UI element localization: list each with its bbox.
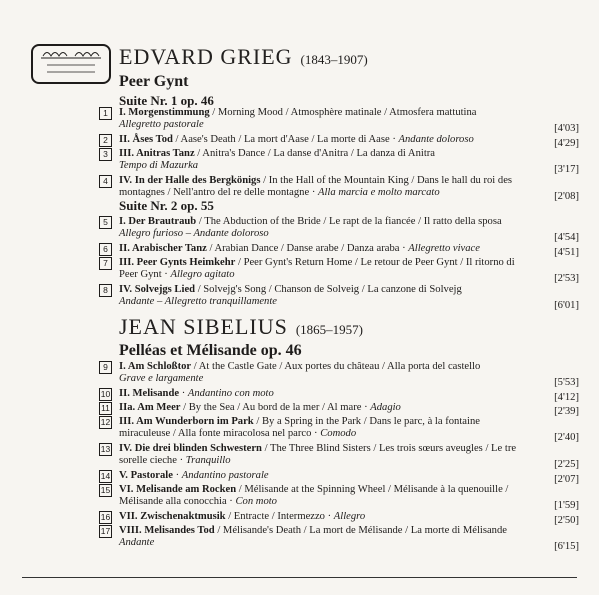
track-number-box: 15 [100, 485, 111, 495]
sibelius-heading [119, 314, 363, 340]
track-line [119, 416, 480, 428]
tempo-marking: Alla marcia e molto marcato [318, 187, 440, 198]
translated-titles: / At the Castle Gate / Aux portes du château / Alla porta del castello [191, 361, 481, 372]
tempo-marking: Adagio [370, 402, 401, 413]
bottom-rule [22, 577, 577, 578]
track-number-box: 5 [99, 216, 112, 229]
track-line [119, 470, 269, 482]
track-line [119, 269, 235, 281]
translated-titles: / Morning Mood / Atmosphère matinale / Atmosfera mattutina [209, 107, 477, 118]
track-line [119, 160, 198, 172]
track-line [119, 455, 231, 467]
tempo-marking: Andante doloroso [398, 134, 474, 145]
track-number-box: 10 [100, 389, 111, 399]
movement-title: V. Pastorale [119, 470, 173, 481]
tempo-marking: Tranquillo [185, 455, 231, 466]
tempo-marking: Andante – Allegretto tranquillamente [119, 296, 278, 307]
movement-title: VI. Melisande am Rocken [119, 484, 237, 495]
track-line [119, 228, 269, 240]
track-line [119, 216, 502, 228]
tulip-crown-logo-icon [33, 46, 109, 82]
translated-titles: Mélisande alla conocchia · [119, 496, 236, 507]
track-number-box: 3 [99, 148, 112, 161]
movement-title: II. Åses Tod [119, 134, 173, 145]
movement-title: IV. In der Halle des Bergkönigs [119, 175, 261, 186]
translated-titles: / Mélisande at the Spinning Wheel / Mélisande à la quenouille / [236, 484, 509, 495]
translated-titles: / Mélisande's Death / La mort de Mélisande / La morte di Mélisande [214, 525, 507, 536]
track-duration: [2'50] [554, 515, 579, 526]
track-duration: [2'39] [554, 406, 579, 417]
movement-title: VII. Zwischenaktmusik [119, 511, 226, 522]
translated-titles: · [179, 388, 188, 399]
composer-name: JEAN SIBELIUS [119, 314, 288, 339]
track-duration: [5'53] [554, 377, 579, 388]
composer-name: EDVARD GRIEG [119, 44, 293, 69]
grieg-heading [119, 44, 368, 70]
track-duration: [4'12] [554, 392, 579, 403]
movement-title: I. Der Brautraub [119, 216, 197, 227]
track-line [119, 243, 480, 255]
tempo-marking: Comodo [320, 428, 357, 439]
translated-titles: / Solvejg's Song / Chanson de Solveig / La canzone di Solvejg [195, 284, 462, 295]
translated-titles: / Aase's Death / La mort d'Aase / La morte di Aase · [172, 134, 399, 145]
movement-title: III. Anitras Tanz [119, 148, 195, 159]
track-duration: [2'40] [554, 432, 579, 443]
translated-titles: · [172, 470, 182, 481]
translated-titles: / By a Spring in the Park / Dans le parc, à la fontaine [253, 416, 480, 427]
track-line [119, 296, 277, 308]
track-line [119, 257, 515, 269]
work-title-peer-gynt: Peer Gynt [119, 73, 189, 90]
translated-titles: montagnes / Nell'antro del re delle montagne · [119, 187, 319, 198]
suite-title-2: Suite Nr. 2 op. 55 [119, 198, 214, 213]
translated-titles: Peer Gynt · [119, 269, 171, 280]
track-duration: [2'07] [554, 474, 579, 485]
translated-titles: / The Three Blind Sisters / Les trois sœurs aveugles / Le tre [261, 443, 517, 454]
track-duration: [4'54] [554, 232, 579, 243]
track-number-box: 13 [100, 444, 111, 454]
track-duration: [6'01] [554, 300, 579, 311]
track-line [119, 107, 477, 119]
tempo-marking: Allegro agitato [170, 269, 235, 280]
track-line [119, 511, 365, 523]
tempo-marking: Allegretto pastorale [119, 119, 204, 130]
tempo-marking: Allegretto vivace [408, 243, 480, 254]
track-duration: [4'51] [554, 247, 579, 258]
movement-title: II. Melisande [119, 388, 180, 399]
work-title-pelleas: Pelléas et Mélisande op. 46 [119, 342, 302, 359]
tempo-marking: Allegro [333, 511, 366, 522]
translated-titles: / Anitra's Dance / La danse d'Anitra / La danza di Anitra [194, 148, 435, 159]
translated-titles: / By the Sea / Au bord de la mer / Al mare · [180, 402, 371, 413]
track-line [119, 148, 435, 160]
translated-titles: sorelle cieche · [119, 455, 186, 466]
translated-titles: / The Abduction of the Bride / Le rapt de la fiancée / Il ratto della sposa [196, 216, 502, 227]
translated-titles: / Entracte / Intermezzo · [225, 511, 334, 522]
tempo-marking: Grave e largamente [119, 373, 204, 384]
track-line [119, 443, 516, 455]
translated-titles: miraculeuse / Alla fonte miracolosa nel parco · [119, 428, 321, 439]
track-duration: [2'53] [554, 273, 579, 284]
tempo-marking: Andantino con moto [187, 388, 274, 399]
track-line [119, 537, 154, 549]
movement-title: I. Morgenstimmung [119, 107, 210, 118]
tempo-marking: Tempo di Mazurka [119, 160, 199, 171]
suite-title-1: Suite Nr. 1 op. 46 [119, 93, 214, 108]
translated-titles: / Arabian Dance / Danse arabe / Danza araba · [206, 243, 409, 254]
movement-title: I. Am Schloßtor [119, 361, 192, 372]
track-duration: [6'15] [554, 541, 579, 552]
track-number-box: 7 [99, 257, 112, 270]
track-line [119, 428, 356, 440]
track-line [119, 175, 512, 187]
track-line [119, 484, 508, 496]
track-line [119, 119, 204, 131]
movement-title: IIa. Am Meer [119, 402, 181, 413]
track-duration: [3'17] [554, 164, 579, 175]
track-number-box: 1 [99, 107, 112, 120]
track-line [119, 525, 507, 537]
track-number-box: 6 [99, 243, 112, 256]
tempo-marking: Andante [119, 537, 155, 548]
movement-title: IV. Solvejgs Lied [119, 284, 196, 295]
track-line [119, 373, 203, 385]
track-duration: [1'59] [554, 500, 579, 511]
movement-title: VIII. Melisandes Tod [119, 525, 215, 536]
translated-titles: / Peer Gynt's Return Home / Le retour de Peer Gynt / Il ritorno di [235, 257, 515, 268]
track-line [119, 284, 462, 296]
movement-title: III. Am Wunderborn im Park [119, 416, 254, 427]
track-duration: [2'25] [554, 459, 579, 470]
composer-years: (1865–1957) [295, 322, 364, 337]
track-number-box: 8 [99, 284, 112, 297]
track-number-box: 9 [99, 361, 112, 374]
track-line [119, 134, 474, 146]
tempo-marking: Con moto [235, 496, 277, 507]
track-line [119, 388, 274, 400]
track-duration: [4'29] [554, 138, 579, 149]
track-number-box: 2 [99, 134, 112, 147]
track-line [119, 496, 277, 508]
translated-titles: / In the Hall of the Mountain King / Dans le hall du roi des [260, 175, 513, 186]
movement-title: II. Arabischer Tanz [119, 243, 207, 254]
tempo-marking: Allegro furioso – Andante doloroso [119, 228, 269, 239]
track-number-box: 12 [100, 417, 111, 427]
track-number-box: 16 [100, 512, 111, 522]
label-logo [31, 44, 111, 84]
track-line [119, 402, 401, 414]
tempo-marking: Andantino pastorale [181, 470, 269, 481]
movement-title: IV. Die drei blinden Schwestern [119, 443, 262, 454]
track-duration: [2'08] [554, 191, 579, 202]
movement-title: III. Peer Gynts Heimkehr [119, 257, 236, 268]
track-number-box: 4 [99, 175, 112, 188]
track-number-box: 14 [100, 471, 111, 481]
composer-years: (1843–1907) [300, 52, 368, 67]
track-line [119, 361, 480, 373]
track-duration: [4'03] [554, 123, 579, 134]
track-number-box: 17 [100, 526, 111, 536]
track-number-box: 11 [99, 402, 112, 415]
